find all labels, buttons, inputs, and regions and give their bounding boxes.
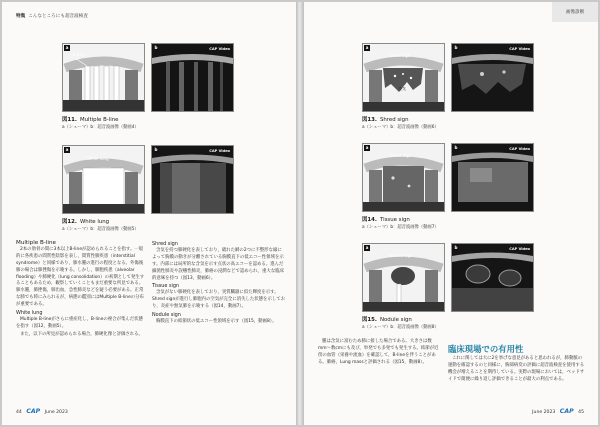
nodule-sign-schematic xyxy=(363,244,444,311)
panel-letter-a: a xyxy=(65,147,69,152)
figure-11-ultrasound-panel xyxy=(151,43,234,112)
multiple-b-line-schematic xyxy=(63,44,144,111)
figure-caption-title: 図14. Tissue sign xyxy=(362,217,410,223)
journal-logo: CAP xyxy=(559,408,574,415)
video-mark: CAP Video xyxy=(509,147,530,151)
white-lung-schematic xyxy=(63,146,144,213)
schema-label: B-line xyxy=(73,52,85,57)
ultrasound-image xyxy=(152,44,233,111)
section-tab: 画像診断 xyxy=(552,2,598,22)
figure-11-schema-panel xyxy=(62,43,145,112)
ultrasound-image xyxy=(152,146,233,213)
paragraph: 胸膜直下の結節状の低エコー性領域を示す（図15，動画8）。 xyxy=(156,318,277,324)
issue-date: June 2023 xyxy=(532,410,556,415)
figure-14-ultrasound-panel xyxy=(451,143,534,212)
figure-11 xyxy=(62,43,242,141)
figure-13-ultrasound-panel xyxy=(451,43,534,112)
figure-14-schema-panel xyxy=(362,143,445,212)
schema-label: Shred sign xyxy=(389,53,411,58)
section-heading: Nodule sign xyxy=(152,312,181,319)
panel-letter-a: a xyxy=(365,45,369,50)
video-mark: CAP Video xyxy=(509,247,530,251)
book-gutter xyxy=(296,2,304,425)
journal-logo: CAP xyxy=(26,408,41,415)
panel-letter-b: b xyxy=(454,145,458,150)
air-annotation: 空気 xyxy=(399,87,406,91)
figure-caption-text: a（シェーマ）b：超音波画像（動画5） xyxy=(62,227,139,232)
figure-caption-text: a（シェーマ）b：超音波画像（動画4） xyxy=(62,125,139,130)
figure-caption-title: 図11. Multiple B-line xyxy=(62,117,119,123)
page-number: 45 xyxy=(578,410,584,415)
schema-label: Tissue sign xyxy=(389,153,412,158)
video-mark: CAP Video xyxy=(209,47,230,51)
body-column-1 xyxy=(318,339,442,368)
body-column-2 xyxy=(448,356,586,385)
figure-caption-title: 図13. Shred sign xyxy=(362,117,409,123)
figure-12-ultrasound-panel xyxy=(151,145,234,214)
section-heading: Tissue sign xyxy=(152,283,180,290)
body-column-1 xyxy=(16,240,146,340)
panel-letter-a: a xyxy=(365,245,369,250)
paragraph: 含気を持つ肺硬化を表しており，破れた網の2つに不整形な縁によって胸膜の動きが分離されている胸膜直下の低エコー性領域を示す。内部には局所的な含気を示す点状の高エコーを認める。進んだ細菌性肺炎や誤嚥性肺炎，肺癌の浸潤などで認められ，重大な臨床的意味を持つ（図13，動画6）。 xyxy=(152,247,284,281)
figure-13-schema-panel xyxy=(362,43,445,112)
page-footer xyxy=(532,408,584,415)
schema-label: Nodule sign xyxy=(389,253,413,258)
figure-15 xyxy=(362,243,542,341)
figure-14 xyxy=(362,143,542,241)
paragraph: これに関しては大に2を挙げな意見があると思われるが，肺動脈の運動を確認するのと同様に，胸部病変の評価に超音波検査を使用する機会が増えることを期待している。実際の現場においては，ベッドサイドで簡便に繰り返し評価できることが最大の利点である。 xyxy=(448,356,585,382)
panel-letter-b: b xyxy=(154,45,158,50)
shred-sign-schematic xyxy=(363,44,444,111)
section-heading: 臨床現場での有用性 xyxy=(448,344,524,354)
paragraph: また，以下の所見が認められる場合，肺硬化像と評価される。 xyxy=(20,331,143,337)
figure-15-schema-panel xyxy=(362,243,445,312)
figure-caption-title: 図15. Nodule sign xyxy=(362,317,412,323)
figure-caption-text: a（シェーマ）b：超音波画像（動画8） xyxy=(362,325,439,330)
paragraph: 腫は含気に富むため肺に接した場合である。大きさは数mm〜数cmにも及び，単発でも多発でも発生する。結節が近傍の血管（栄養や流血）を確認して，B-lineを伴うことがある。肺癌，Lung massと評価される（図15，動画8）。 xyxy=(318,339,439,365)
ultrasound-image xyxy=(452,44,533,111)
panel-letter-a: a xyxy=(65,45,69,50)
panel-letter-b: b xyxy=(154,147,158,152)
figure-13 xyxy=(362,43,542,141)
left-page xyxy=(2,2,296,425)
video-mark: CAP Video xyxy=(509,47,530,51)
figure-12-schema-panel xyxy=(62,145,145,214)
paragraph: 含気がない肺硬化を表しており，実質臓器に似た輝度を示す。Shred signが進行し肺胞内の空気が完全に消失した状態を示しており，炎症や無気肺を示唆する（図14，動画7）。 xyxy=(152,290,286,310)
figure-caption-title: 図12. White lung xyxy=(62,219,110,225)
panel-letter-b: b xyxy=(454,45,458,50)
figure-caption-text: a（シェーマ）b：超音波画像（動画7） xyxy=(362,225,439,230)
page-number: 44 xyxy=(16,410,22,415)
running-head: 特集 こんなところにも超音波検査 xyxy=(16,14,88,19)
schema-label: White lung xyxy=(87,156,109,161)
right-page xyxy=(304,2,598,425)
section-heading: Shred sign xyxy=(152,241,178,247)
tissue-sign-schematic xyxy=(363,144,444,211)
ultrasound-image xyxy=(452,244,533,311)
page-footer xyxy=(16,408,68,415)
figure-12 xyxy=(62,145,242,243)
paragraph: 2本の肋骨の間に3本以上B-lineが認められることを指す。一般的に各疾患の間質性陰影を表し，間質性肺疾患（interstitial syndrome）と同様であり，肺水腫の進行の程度となる。外傷後肺の場合は肺挫傷を示唆する。しかし，肺胞疾患（alveolar flooding）や肺硬化（lung consolidation）の初期として発生することもあるため，観察していくこともまだ重要な所見である。肺水腫，肺挫傷，肺出血，急性肺炎などを疑う必要がある。正常な肺でも時にみられるが，病態の鑑別にはMultiple B-lineの分布が重要である。 xyxy=(16,246,145,308)
panel-letter-a: a xyxy=(365,145,369,150)
figure-15-ultrasound-panel xyxy=(451,243,534,312)
issue-date: June 2023 xyxy=(44,410,68,415)
paragraph: Multiple B-lineがさらに重症化し，B-lineの複合が集んだ状態を指す（図12，動画5）。 xyxy=(16,316,143,329)
section-heading: Multiple B-line xyxy=(16,240,56,246)
video-mark: CAP Video xyxy=(209,149,230,153)
body-column-2 xyxy=(152,240,285,327)
section-heading: White lung xyxy=(16,310,43,317)
ultrasound-image xyxy=(452,144,533,211)
panel-letter-b: b xyxy=(454,245,458,250)
figure-caption-text: a（シェーマ）b：超音波画像（動画6） xyxy=(362,125,439,130)
